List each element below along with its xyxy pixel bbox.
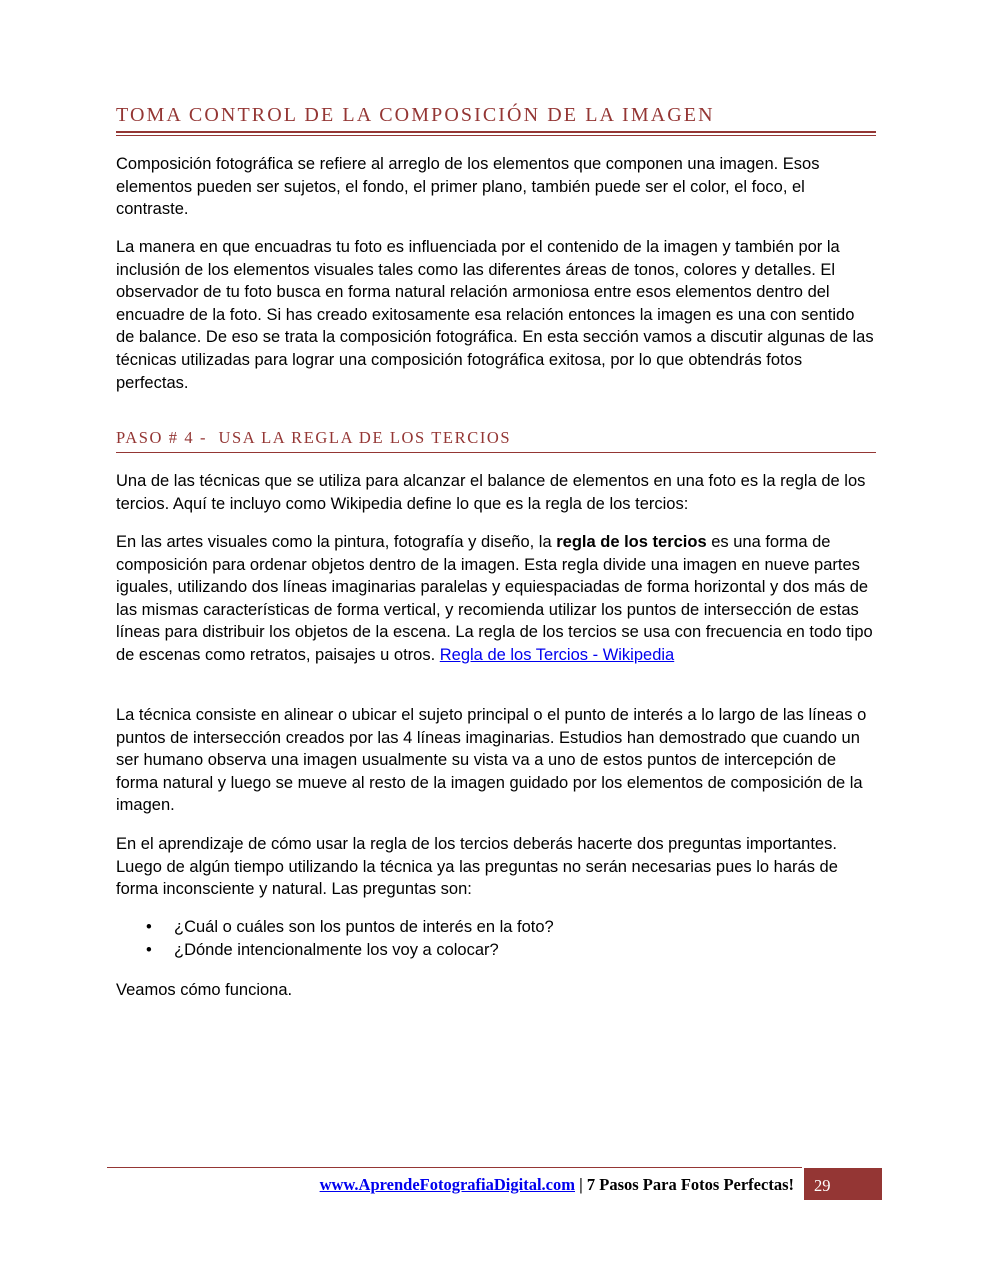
footer (320, 1175, 794, 1195)
footer-title: 7 Pasos Para Fotos Perfectas! (586, 1175, 794, 1194)
wikipedia-link[interactable]: Regla de los Tercios - Wikipedia (439, 645, 675, 664)
heading-rule (116, 131, 876, 133)
paragraph-questions-intro: En el aprendizaje de cómo usar la regla de los tercios deberás hacerte dos preguntas importantes. Luego de algún tiempo utilizando la técnica ya las preguntas no serán necesarias pues lo harás de forma inconsciente y natural. Las preguntas son: (116, 835, 838, 899)
list-item-text: ¿Cuál o cuáles son los puntos de interés en la foto? (174, 918, 554, 936)
heading-rule-thin (116, 135, 876, 136)
list-item-text: ¿Dónde intencionalmente los voy a colocar? (174, 940, 499, 959)
paragraph-closing: Veamos cómo funciona. (116, 981, 293, 999)
paragraph-composition-intro: Composición fotográfica se refiere al arreglo de los elementos que componen una imagen. Esos elementos pueden ser sujetos, el fondo, el primer plano, también puede ser el color, el foco, el contraste. (116, 155, 820, 219)
step-heading: PASO # 4 - USA LA REGLA DE LOS TERCIOS (116, 428, 512, 447)
bullet-icon: • (146, 940, 152, 959)
paragraph-framing: La manera en que encuadras tu foto es influenciada por el contenido de la imagen y también por la inclusión de los elementos visuales tales como las diferentes áreas de tonos, colores y detalles. El observador de tu foto busca en forma natural relación armoniosa entre esos elementos dentro del encuadre de la foto. Si has creado exitosamente esa relación entonces la imagen es una con sentido de balance. De eso se trata la composición fotográfica. En esta sección vamos a discutir algunas de las técnicas utilizadas para lograr una composición fotográfica exitosa, por lo que obtendrás fotos perfectas. (116, 238, 874, 392)
footer-site-link[interactable]: www.AprendeFotografiaDigital.com (319, 1175, 575, 1194)
quote-text-before: En las artes visuales como la pintura, fotografía y diseño, la (116, 533, 557, 551)
paragraph-rule-intro: Una de las técnicas que se utiliza para alcanzar el balance de elementos en una foto es la regla de los tercios. Aquí te incluyo como Wikipedia define lo que es la regla de los tercios: (116, 472, 866, 513)
footer-separator: | (575, 1175, 587, 1194)
footer-rule (107, 1167, 802, 1168)
paragraph-technique: La técnica consiste en alinear o ubicar el sujeto principal o el punto de interés a lo largo de las líneas o puntos de intersección creados por las 4 líneas imaginarias. Estudios han demostrado que cuando un ser humano observa una imagen usualmente su vista va a uno de estos puntos de intercepción de forma natural y luego se mueve al resto de la imagen guidado por los elementos de composición de la imagen. (116, 706, 867, 815)
page-number: 29 (814, 1176, 831, 1195)
list-item (116, 916, 876, 939)
bullet-icon: • (146, 918, 152, 936)
step-heading-rule (116, 452, 876, 453)
questions-list (116, 916, 876, 961)
section-heading: TOMA CONTROL DE LA COMPOSICIÓN DE LA IMAGEN (116, 104, 715, 126)
paragraph-wikipedia-quote (116, 531, 876, 667)
quote-bold-term: regla de los tercios (556, 533, 707, 551)
page-number-box (804, 1168, 882, 1200)
list-item (116, 939, 876, 962)
quote-text-after: es una forma de composición para ordenar objetos dentro de la imagen. Esta regla divide una imagen en nueve partes iguales, utilizando dos líneas imaginarias paralelas y equiespaciadas de forma horizontal y dos más de las mismas características de forma vertical, y recomienda utilizar los puntos de intersección de estas líneas para distribuir los objetos de la escena. La regla de los tercios se usa con frecuencia en todo tipo de escenas como retratos, paisajes u otros. (116, 533, 873, 664)
